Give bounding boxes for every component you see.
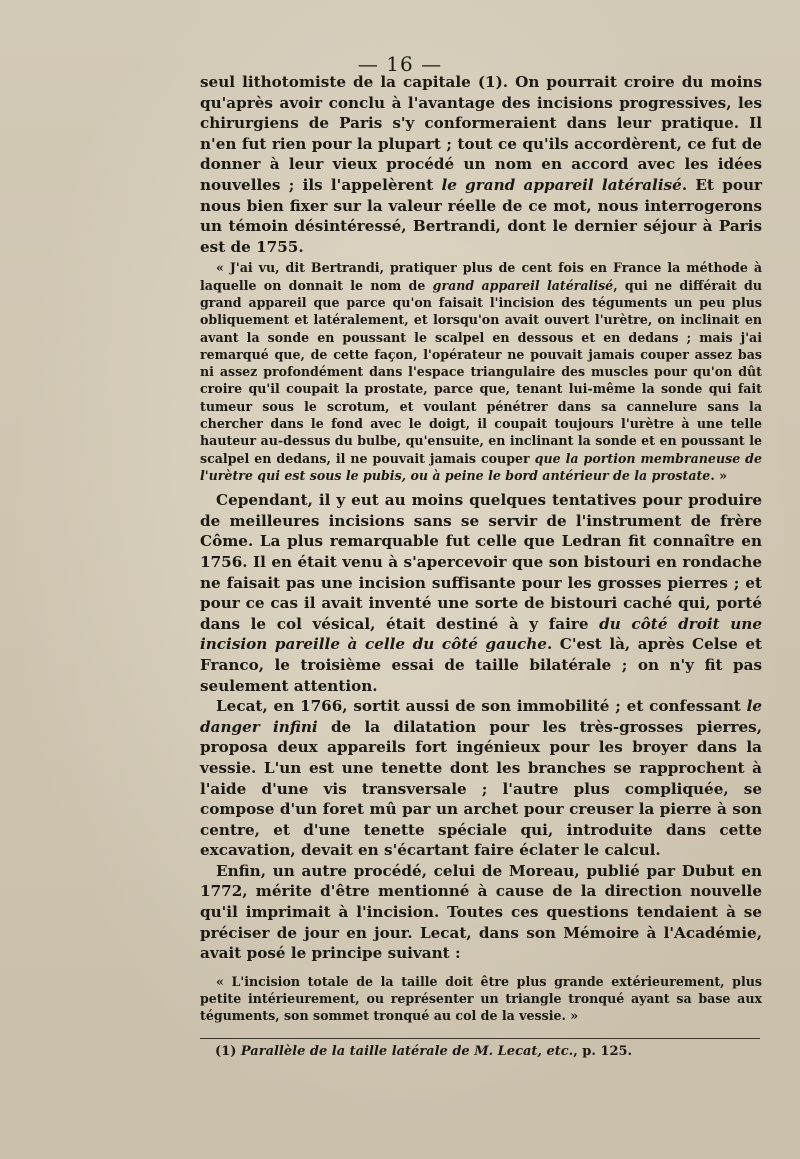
quote-bertrandi-part-1: « J'ai vu, dit Bertrandi, pratiquer plus de cent fois en France la méthode à laquelle on donnait le nom de: [200, 260, 762, 293]
paragraph-4-text: Enfin, un autre procédé, celui de Moreau, publié par Dubut en 1772, mérite d'être mentionné à cause de la direction nouvelle qu'il imprimait à l'incision. Toutes ces questions tendaient à se préciser de jour en jour. Lecat, dans son Mémoire à l'Académie, avait posé le principe suivant :: [200, 861, 762, 963]
footnote-divider: [200, 1038, 760, 1039]
spacer: [200, 964, 762, 971]
paragraph-1-part-2: . Et pour nous bien fixer sur la valeur réelle de ce mot, nous interrogerons un témoin désintéressé, Bertrandi, dont le dernier séjour à Paris est de 1755.: [200, 175, 762, 256]
footnote: [215, 1044, 760, 1059]
body-text: [200, 72, 762, 1031]
quote-bertrandi-part-3: . »: [710, 467, 727, 483]
paragraph-2-italic: du côté droit une incision pareille à celle du côté gauche: [200, 614, 762, 654]
paragraph-2: [200, 490, 762, 696]
footnote-title: Parallèle de la taille latérale de M. Lecat, etc.: [240, 1044, 574, 1059]
paragraph-3-part-2: de la dilatation pour les très-grosses pierres, proposa deux appareils fort ingénieux pour les broyer dans la vessie. L'un est une tenette dont les branches se rapprochent à l'aide d'une vis transversale ; l'autre plus compliquée, se compose d'un foret mû par un archet pour creuser la pierre à son centre, et d'une tenette spéciale qui, introduite dans cette excavation, devait en s'écartant faire éclater le calcul.: [200, 717, 762, 860]
paragraph-2-part-2: . C'est là, après Celse et Franco, le troisième essai de taille bilatérale ; on n'y fit pas seulement attention.: [200, 635, 762, 695]
footnote-marker: (1): [215, 1044, 241, 1059]
page-number: — 16 —: [357, 52, 443, 76]
quote-bertrandi-italic-1: grand appareil latéralisé: [432, 277, 614, 293]
paragraph-1-part-1: seul lithotomiste de la capitale (1). On pourrait croire du moins qu'après avoir conclu à l'avantage des incisions progressives, les chirurgiens de Paris s'y conformeraient dans leur pratique. Il n'en fut rien pour la plupart ; tout ce qu'ils accordèrent, ce fut de donner à leur vieux procédé un nom en accord avec les idées nouvelles ; ils l'appelèrent: [200, 73, 762, 194]
paragraph-3-part-1: Lecat, en 1766, sortit aussi de son immobilité ; et confessant: [216, 697, 747, 716]
paragraph-3: [200, 696, 762, 861]
footnote-page: , p. 125.: [573, 1044, 633, 1059]
paragraph-2-part-1: Cependant, il y eut au moins quelques tentatives pour produire de meilleures incisions sans se servir de l'instrument de frère Côme. La plus remarquable fut celle que Ledran fit connaître en 1756. Il en était venu à s'apercevoir que son bistouri en rondache ne faisait pas une incision suffisante pour les grosses pierres ; et pour ce cas il avait inventé une sorte de bistouri caché qui, porté dans le col vésical, était destiné à y faire: [200, 491, 762, 633]
quote-lecat-text: « L'incision totale de la taille doit être plus grande extérieurement, plus petite intérieurement, ou représenter un triangle tronqué ayant sa base aux téguments, son sommet tronqué au col de la vessie. »: [200, 973, 762, 1024]
quote-bertrandi: [200, 259, 762, 484]
quote-bertrandi-italic-2: que la portion membraneuse de l'urètre qui est sous le pubis, ou à peine le bord antérieur de la prostate: [200, 450, 762, 483]
quote-bertrandi-part-2: , qui ne différait du grand appareil que parce qu'on faisait l'incision des téguments un peu plus obliquement et latéralement, et lorsqu'on avait ouvert l'urètre, on inclinait en avant la sonde en poussant le scalpel en dessous et en dedans ; mais j'ai remarqué que, de cette façon, l'opérateur ne pouvait jamais couper assez bas ni assez profondément dans l'espace triangulaire des muscles pour qu'on dût croire qu'il coupait la prostate, parce que, tenant lui-même la sonde qui fait tumeur sous le scrotum, et voulant pénétrer dans sa cannelure sans la chercher dans le fond avec le doigt, il coupait toujours l'urètre à une telle hauteur au-dessus du bulbe, qu'ensuite, en inclinant la sonde et en poussant le scalpel en dedans, il ne pouvait jamais couper: [200, 277, 762, 466]
paragraph-1-italic-term: le grand appareil latéralisé: [441, 175, 682, 194]
paragraph-3-italic: le danger infini: [200, 697, 762, 736]
quote-lecat: [200, 973, 762, 1025]
paragraph-4: [200, 861, 762, 964]
paragraph-1: [200, 72, 762, 257]
